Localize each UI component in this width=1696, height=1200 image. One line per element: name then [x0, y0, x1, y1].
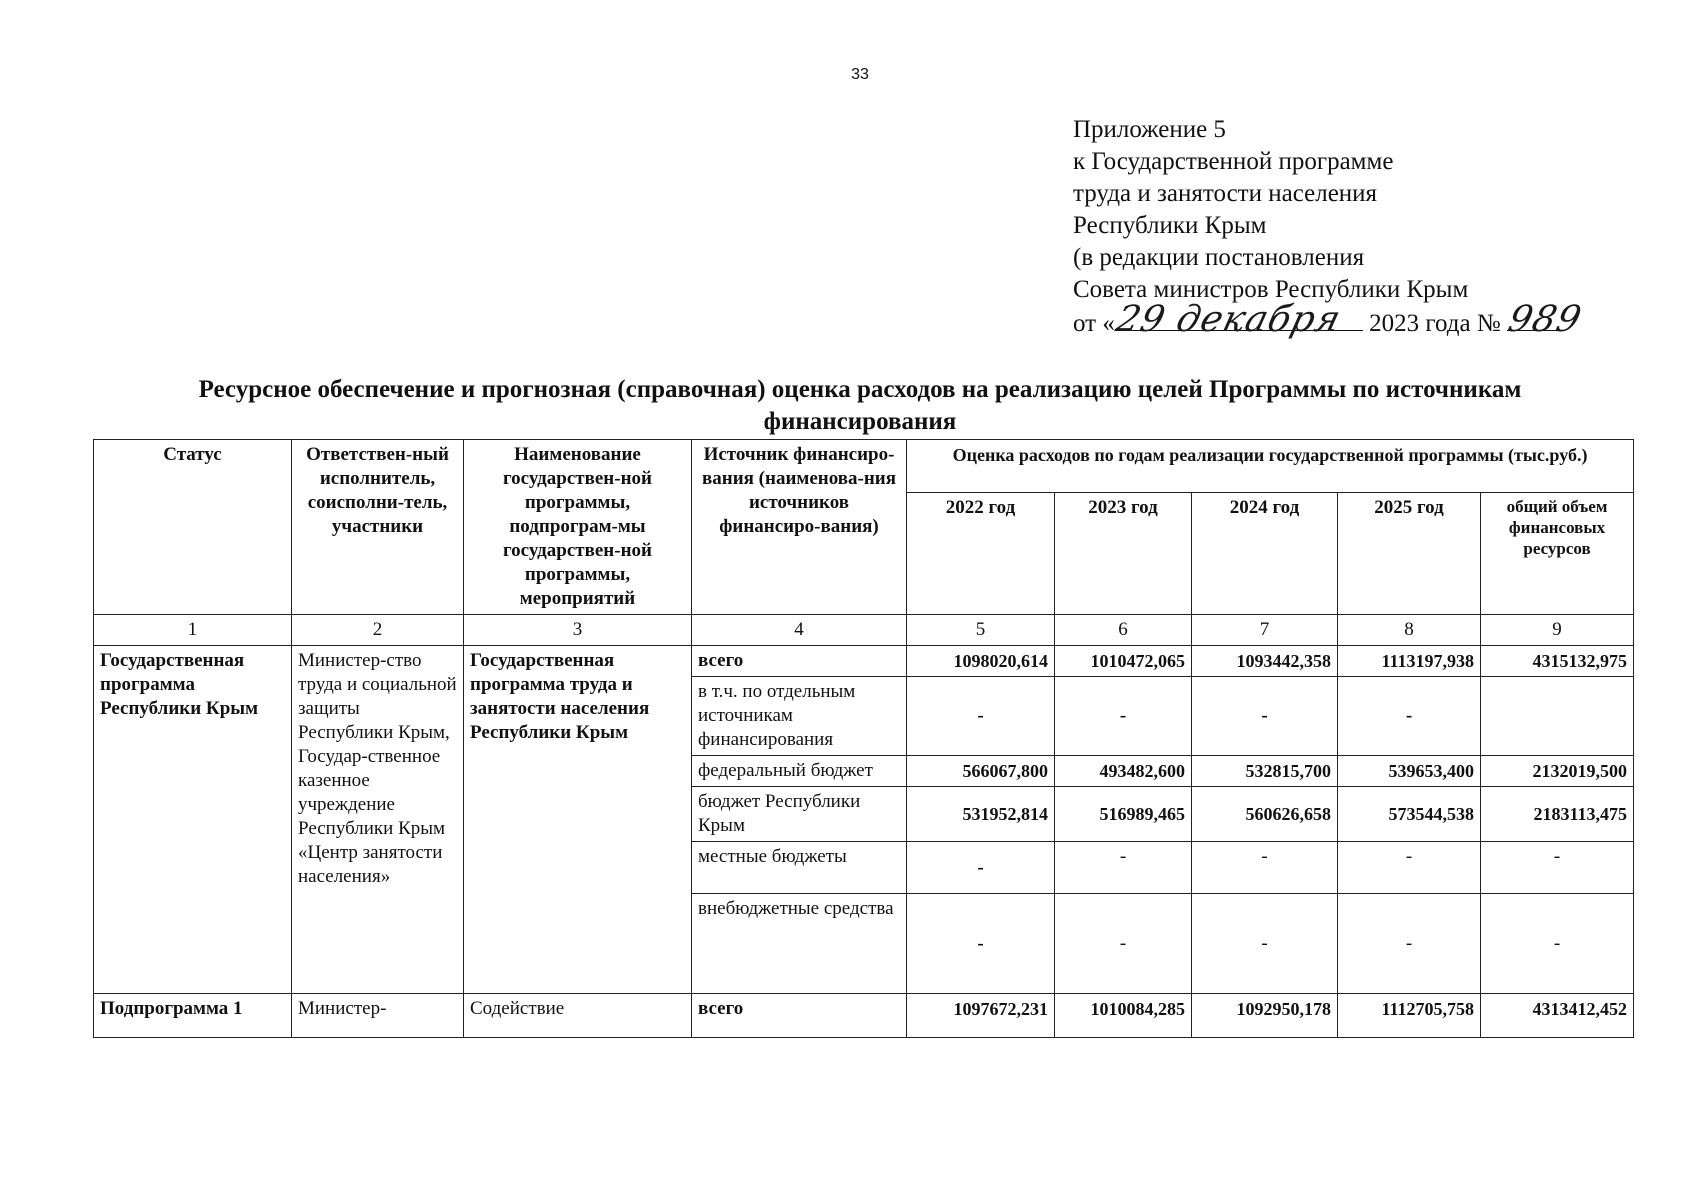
- value-cell: -: [1055, 842, 1192, 894]
- value-cell: 539653,400: [1338, 756, 1481, 787]
- resource-table: [93, 439, 1634, 1038]
- program-status: Государственная программа Республики Крым: [94, 646, 292, 994]
- appendix-line: Совета министров Республики Крым: [1073, 276, 1469, 303]
- date-prefix: от «: [1073, 310, 1115, 337]
- value-cell: [1481, 677, 1634, 756]
- appendix-line: к Государственной программе: [1073, 148, 1394, 175]
- value-cell: -: [907, 894, 1055, 994]
- header-program-name: Наименование государствен-ной программы, подпрограм-мы государствен-ной программы, мероприятий: [464, 440, 692, 615]
- header-estimate: Оценка расходов по годам реализации государственной программы (тыс.руб.): [907, 440, 1634, 493]
- signature-date-line: [1073, 299, 1633, 340]
- header-year-2025: 2025 год: [1338, 493, 1481, 615]
- subprogram-executor: Министер-: [292, 994, 464, 1038]
- value-cell: -: [1338, 677, 1481, 756]
- column-number: 5: [907, 615, 1055, 646]
- value-cell: -: [1338, 894, 1481, 994]
- year-text: 2023 года: [1369, 310, 1471, 337]
- appendix-line: труда и занятости населения: [1073, 180, 1378, 207]
- value-cell: 1093442,358: [1192, 646, 1338, 677]
- column-number-row: [94, 615, 1634, 646]
- column-number: 8: [1338, 615, 1481, 646]
- subprogram-status: Подпрограмма 1: [94, 994, 292, 1038]
- header-total: общий объем финансовых ресурсов: [1481, 493, 1634, 615]
- header-year-2024: 2024 год: [1192, 493, 1338, 615]
- value-cell: -: [1192, 894, 1338, 994]
- column-number: 2: [292, 615, 464, 646]
- source-cell: в т.ч. по отдельным источникам финансирования: [692, 677, 907, 756]
- number-blank: [1503, 299, 1586, 340]
- value-cell: -: [1192, 677, 1338, 756]
- value-cell: 1010084,285: [1055, 994, 1192, 1038]
- appendix-line: Республики Крым: [1073, 212, 1267, 239]
- column-number: 9: [1481, 615, 1634, 646]
- subprogram-name: Содействие: [464, 994, 692, 1038]
- value-cell: -: [907, 677, 1055, 756]
- source-cell: внебюджетные средства: [692, 894, 907, 994]
- value-cell: 1092950,178: [1192, 994, 1338, 1038]
- value-cell: 532815,700: [1192, 756, 1338, 787]
- value-cell: 1097672,231: [907, 994, 1055, 1038]
- page-number: 33: [851, 66, 869, 83]
- number-sign: №: [1476, 310, 1501, 337]
- handwritten-date: 29 декабря: [1111, 299, 1346, 340]
- value-cell: -: [1055, 894, 1192, 994]
- table-row: [94, 646, 1634, 677]
- date-blank: [1111, 299, 1363, 340]
- header-year-2022: 2022 год: [907, 493, 1055, 615]
- header-row-1: [94, 440, 1634, 493]
- value-cell: 493482,600: [1055, 756, 1192, 787]
- source-cell: федеральный бюджет: [692, 756, 907, 787]
- value-cell: 2132019,500: [1481, 756, 1634, 787]
- value-cell: 2183113,475: [1481, 787, 1634, 842]
- column-number: 1: [94, 615, 292, 646]
- value-cell: -: [1055, 677, 1192, 756]
- header-year-2023: 2023 год: [1055, 493, 1192, 615]
- value-cell: -: [907, 842, 1055, 894]
- header-executor: Ответствен-ный исполнитель, соисполни-тель, участники: [292, 440, 464, 615]
- value-cell: -: [1338, 842, 1481, 894]
- appendix-block: [1073, 114, 1633, 340]
- value-cell: 1113197,938: [1338, 646, 1481, 677]
- value-cell: 4313412,452: [1481, 994, 1634, 1038]
- value-cell: 1112705,758: [1338, 994, 1481, 1038]
- column-number: 7: [1192, 615, 1338, 646]
- column-number: 4: [692, 615, 907, 646]
- value-cell: -: [1192, 842, 1338, 894]
- value-cell: -: [1481, 894, 1634, 994]
- table-row: [94, 994, 1634, 1038]
- source-cell: бюджет Республики Крым: [692, 787, 907, 842]
- value-cell: 1098020,614: [907, 646, 1055, 677]
- appendix-line: (в редакции постановления: [1073, 244, 1365, 271]
- value-cell: 531952,814: [907, 787, 1055, 842]
- value-cell: 1010472,065: [1055, 646, 1192, 677]
- column-number: 6: [1055, 615, 1192, 646]
- value-cell: 560626,658: [1192, 787, 1338, 842]
- source-cell: местные бюджеты: [692, 842, 907, 894]
- program-name: Государственная программа труда и занятости населения Республики Крым: [464, 646, 692, 994]
- value-cell: 516989,465: [1055, 787, 1192, 842]
- document-title: Ресурсное обеспечение и прогнозная (справочная) оценка расходов на реализацию целей Программы по источникам финансирования: [198, 376, 1522, 435]
- source-cell: всего: [692, 994, 907, 1038]
- appendix-line: Приложение 5: [1073, 116, 1226, 143]
- value-cell: 573544,538: [1338, 787, 1481, 842]
- value-cell: -: [1481, 842, 1634, 894]
- header-status: Статус: [94, 440, 292, 615]
- value-cell: 566067,800: [907, 756, 1055, 787]
- column-number: 3: [464, 615, 692, 646]
- source-cell: всего: [692, 646, 907, 677]
- handwritten-number: 989: [1503, 299, 1586, 340]
- header-source: Источник финансиро-вания (наименова-ния источников финансиро-вания): [692, 440, 907, 615]
- program-executor: Министер-ство труда и социальной защиты Республики Крым, Государ-ственное казенное учреждение Республики Крым «Центр занятости населения»: [292, 646, 464, 994]
- value-cell: 4315132,975: [1481, 646, 1634, 677]
